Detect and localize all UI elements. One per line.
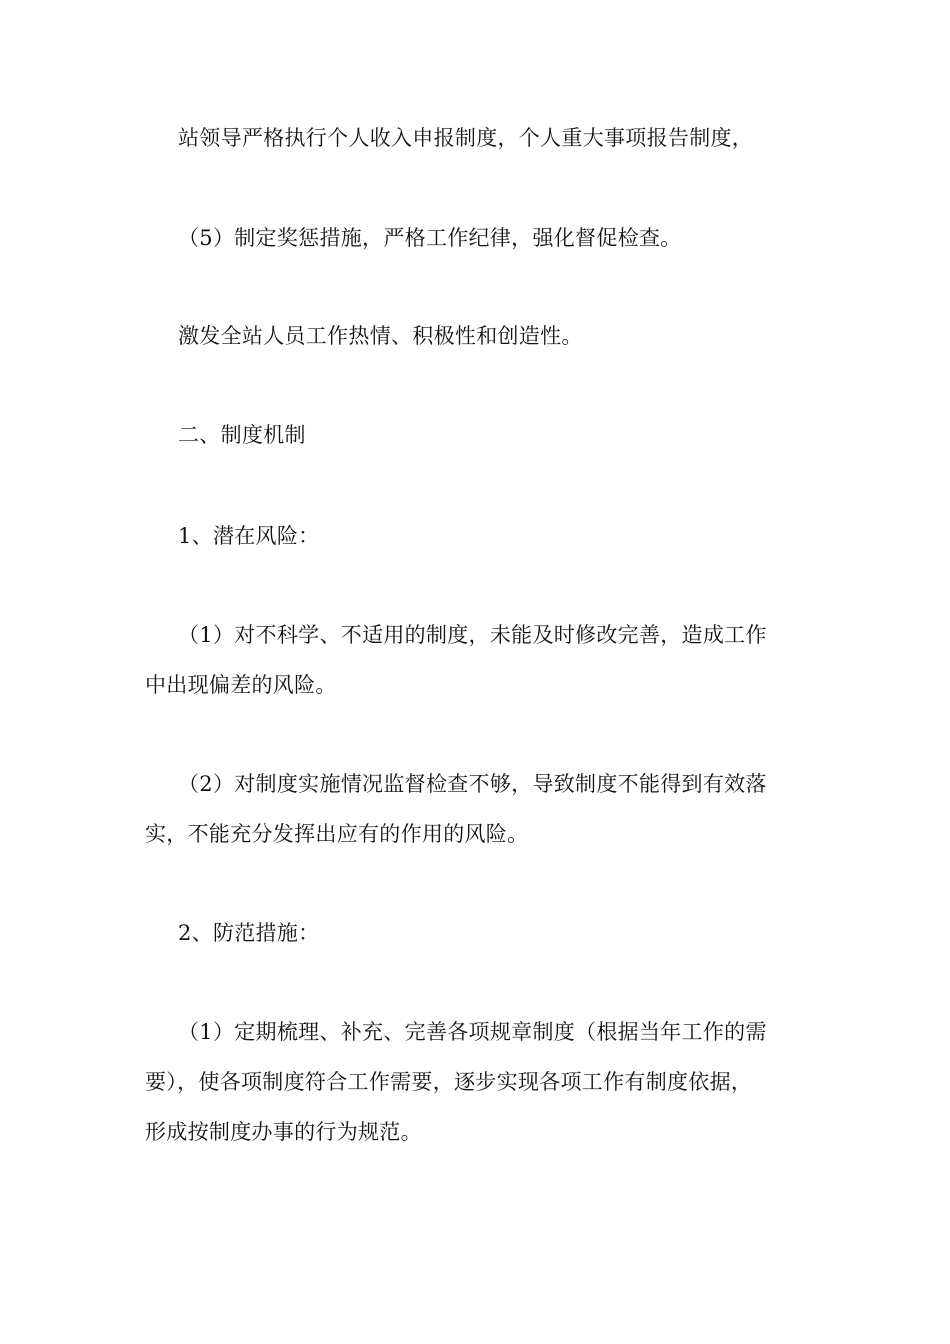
paragraph-line: （5）制定奖惩措施，严格工作纪律，强化督促检查。 [178, 226, 682, 250]
paragraph-line: （1）对不科学、不适用的制度，未能及时修改完善，造成工作 [178, 623, 767, 647]
subsection-heading: 2、防范措施： [178, 921, 320, 945]
subsection-heading: 1、潜在风险： [178, 524, 320, 548]
paragraph-line: （1）定期梳理、补充、完善各项规章制度（根据当年工作的需 [178, 1020, 767, 1044]
paragraph-line: （2）对制度实施情况监督检查不够，导致制度不能得到有效落 [178, 772, 767, 796]
paragraph-line: 形成按制度办事的行为规范。 [145, 1120, 422, 1144]
section-heading: 二、制度机制 [178, 423, 306, 447]
paragraph-line: 激发全站人员工作热情、积极性和创造性。 [178, 324, 583, 348]
paragraph-line: 站领导严格执行个人收入申报制度，个人重大事项报告制度， [178, 126, 754, 150]
paragraph-line: 中出现偏差的风险。 [145, 673, 337, 697]
paragraph-line: 实，不能充分发挥出应有的作用的风险。 [145, 822, 529, 846]
paragraph-line: 要），使各项制度符合工作需要，逐步实现各项工作有制度依据， [145, 1070, 753, 1094]
